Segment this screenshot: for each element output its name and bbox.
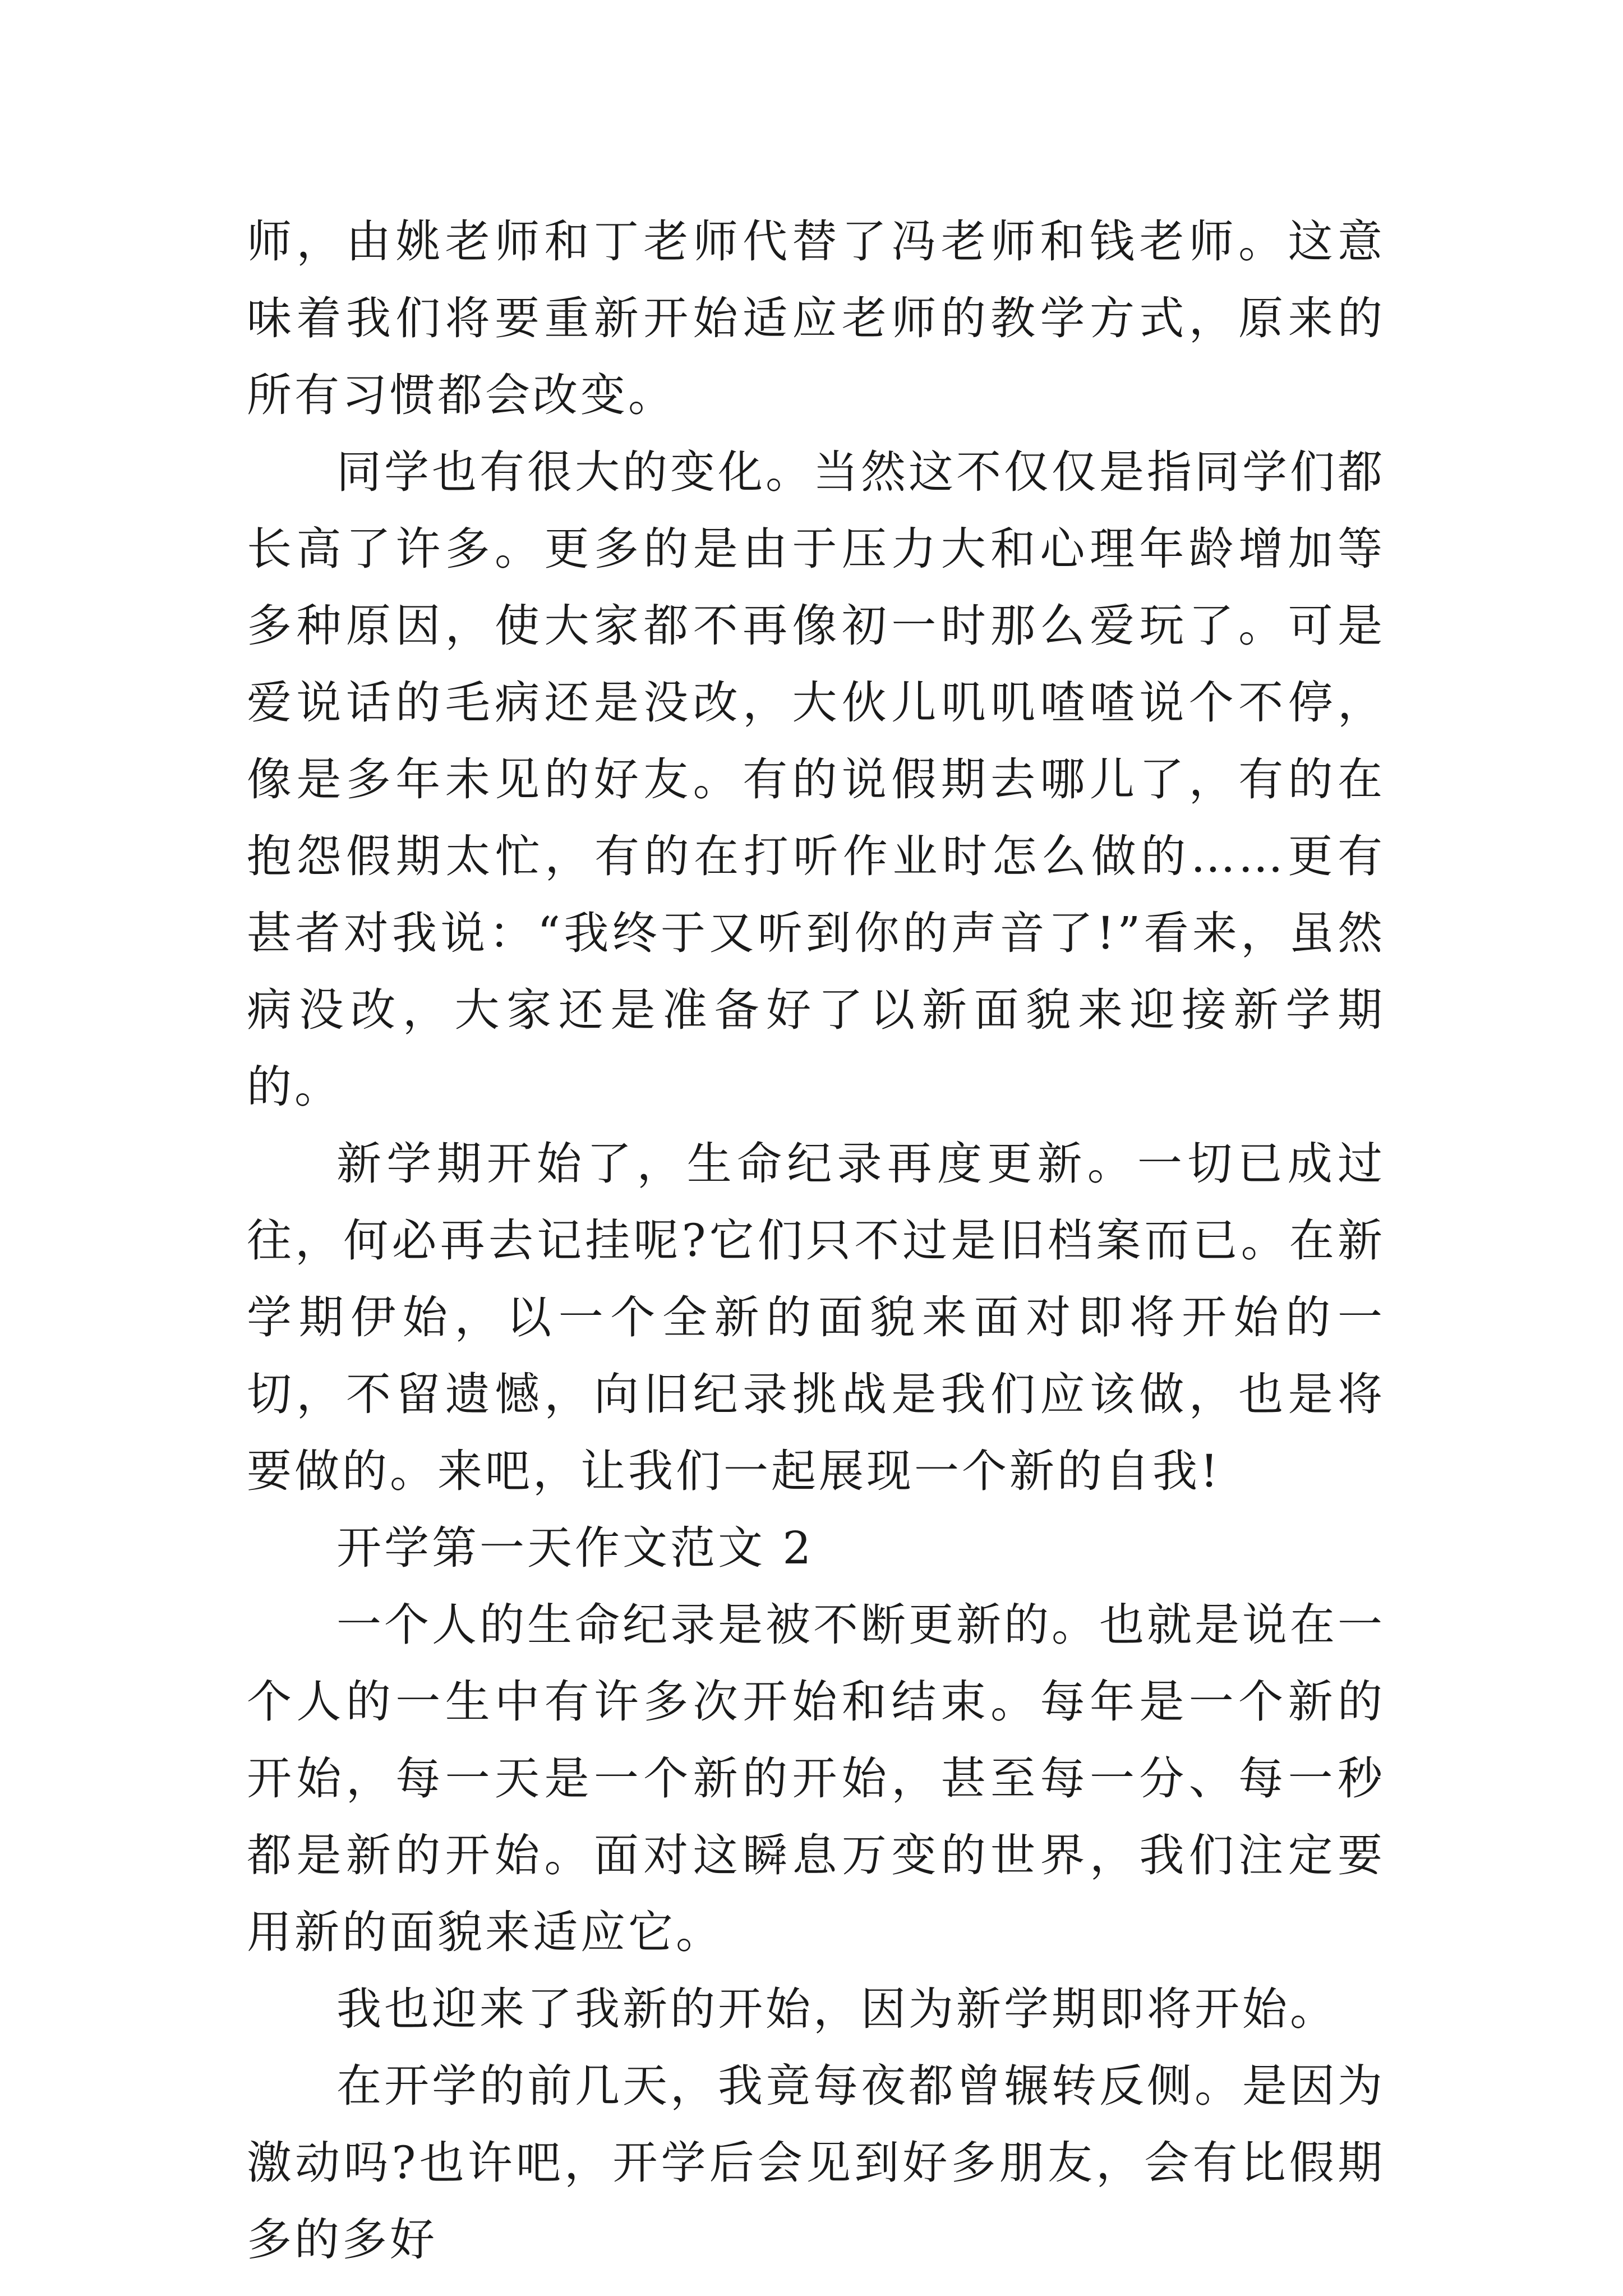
paragraph-continuation: 师，由姚老师和丁老师代替了冯老师和钱老师。这意味着我们将要重新开始适应老师的教学方式，原来的所有习惯都会改变。 xyxy=(247,215,1385,421)
paragraph-before-school: 在开学的前几天，我竟每夜都曾辗转反侧。是因为激动吗?也许吧，开学后会见到好多朋友，会有比假期多的多好 xyxy=(247,2060,1385,2266)
essay-heading: 开学第一天作文范文 2 xyxy=(336,1522,814,1574)
paragraph-new-semester: 新学期开始了，生命纪录再度更新。一切已成过往，何必再去记挂呢?它们只不过是旧档案而已。在新学期伊始，以一个全新的面貌来面对即将开始的一切，不留遗憾，向旧纪录挑战是我们应该做，也是将要做的。来吧，让我们一起展现一个新的自我! xyxy=(247,1138,1385,1497)
paragraph-life-record: 一个人的生命纪录是被不断更新的。也就是说在一个人的一生中有许多次开始和结束。每年是一个新的开始，每一天是一个新的开始，甚至每一分、每一秒都是新的开始。面对这瞬息万变的世界，我们注定要用新的面貌来适应它。 xyxy=(247,1599,1385,1958)
document-body xyxy=(247,203,1385,2278)
paragraph-new-start: 我也迎来了我新的开始，因为新学期即将开始。 xyxy=(336,1983,1338,2035)
paragraph-classmates: 同学也有很大的变化。当然这不仅仅是指同学们都长高了许多。更多的是由于压力大和心理年龄增加等多种原因，使大家都不再像初一时那么爱玩了。可是爱说话的毛病还是没改，大伙儿叽叽喳喳说个不停，像是多年未见的好友。有的说假期去哪儿了，有的在抱怨假期太忙，有的在打听作业时怎么做的……更有甚者对我说：“我终于又听到你的声音了!”看来，虽然病没改，大家还是准备好了以新面貌来迎接新学期的。 xyxy=(247,446,1385,1113)
